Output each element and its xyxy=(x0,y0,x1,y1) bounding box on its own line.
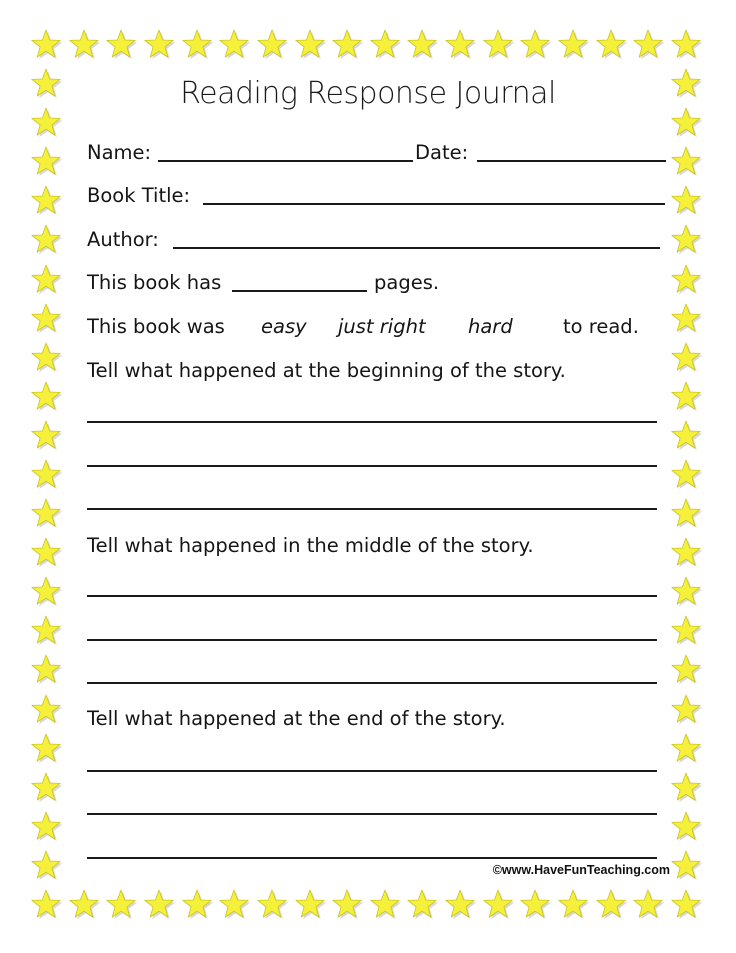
star-icon xyxy=(670,264,702,296)
star-icon xyxy=(670,107,702,139)
difficulty-prefix: This book was xyxy=(87,315,225,338)
star-icon xyxy=(670,615,702,647)
star-icon xyxy=(406,889,438,921)
star-icon xyxy=(670,850,702,882)
star-icon xyxy=(369,889,401,921)
star-icon xyxy=(256,889,288,921)
star-icon xyxy=(595,29,627,61)
date-label: Date: xyxy=(415,141,469,164)
name-field[interactable] xyxy=(158,160,413,162)
star-icon xyxy=(30,185,62,217)
difficulty-option-easy[interactable]: easy xyxy=(261,315,307,338)
star-icon xyxy=(632,889,664,921)
star-icon xyxy=(670,459,702,491)
star-icon xyxy=(444,889,476,921)
star-icon xyxy=(294,29,326,61)
middle-answer-line-2[interactable] xyxy=(87,639,657,641)
star-icon xyxy=(444,29,476,61)
star-icon xyxy=(595,889,627,921)
book-title-field[interactable] xyxy=(203,203,665,205)
star-icon xyxy=(218,889,250,921)
difficulty-suffix: to read. xyxy=(563,315,639,338)
star-icon xyxy=(30,615,62,647)
star-icon xyxy=(30,146,62,178)
author-field[interactable] xyxy=(173,247,660,249)
beginning-answer-line-2[interactable] xyxy=(87,465,657,467)
prompt-end: Tell what happened at the end of the story. xyxy=(87,707,506,730)
copyright-footer: ©www.HaveFunTeaching.com xyxy=(492,863,670,877)
star-icon xyxy=(482,889,514,921)
star-icon xyxy=(30,264,62,296)
pages-field[interactable] xyxy=(232,290,367,292)
star-icon xyxy=(331,29,363,61)
star-icon xyxy=(30,420,62,452)
star-icon xyxy=(30,498,62,530)
star-icon xyxy=(30,811,62,843)
star-icon xyxy=(30,29,62,61)
star-icon xyxy=(519,889,551,921)
star-icon xyxy=(670,303,702,335)
star-icon xyxy=(670,889,702,921)
date-field[interactable] xyxy=(477,160,666,162)
star-icon xyxy=(670,420,702,452)
star-icon xyxy=(482,29,514,61)
star-icon xyxy=(557,889,589,921)
star-icon xyxy=(30,224,62,256)
star-icon xyxy=(30,576,62,608)
star-icon xyxy=(670,694,702,726)
star-icon xyxy=(557,29,589,61)
star-icon xyxy=(30,381,62,413)
star-icon xyxy=(670,498,702,530)
star-icon xyxy=(30,772,62,804)
star-icon xyxy=(670,537,702,569)
star-icon xyxy=(181,29,213,61)
prompt-middle: Tell what happened in the middle of the story. xyxy=(87,534,534,557)
star-icon xyxy=(30,733,62,765)
star-icon xyxy=(30,107,62,139)
star-icon xyxy=(670,772,702,804)
pages-suffix: pages. xyxy=(374,271,440,294)
beginning-answer-line-1[interactable] xyxy=(87,421,657,423)
worksheet-title: Reading Response Journal xyxy=(180,76,556,111)
star-icon xyxy=(632,29,664,61)
star-icon xyxy=(30,889,62,921)
prompt-beginning: Tell what happened at the beginning of the story. xyxy=(87,359,566,382)
star-icon xyxy=(670,381,702,413)
name-label: Name: xyxy=(87,141,152,164)
star-icon xyxy=(670,224,702,256)
star-icon xyxy=(256,29,288,61)
star-icon xyxy=(670,654,702,686)
star-icon xyxy=(68,889,100,921)
beginning-answer-line-3[interactable] xyxy=(87,508,657,510)
star-icon xyxy=(294,889,326,921)
star-icon xyxy=(30,850,62,882)
star-icon xyxy=(30,303,62,335)
difficulty-option-just-right[interactable]: just right xyxy=(338,315,426,338)
star-icon xyxy=(519,29,551,61)
star-icon xyxy=(670,811,702,843)
star-icon xyxy=(68,29,100,61)
end-answer-line-3[interactable] xyxy=(87,857,657,859)
star-icon xyxy=(670,29,702,61)
end-answer-line-2[interactable] xyxy=(87,813,657,815)
star-icon xyxy=(181,889,213,921)
star-icon xyxy=(30,342,62,374)
star-icon xyxy=(30,694,62,726)
star-icon xyxy=(143,29,175,61)
star-icon xyxy=(670,342,702,374)
star-icon xyxy=(331,889,363,921)
star-icon xyxy=(30,537,62,569)
star-icon xyxy=(670,733,702,765)
star-icon xyxy=(30,654,62,686)
star-icon xyxy=(670,146,702,178)
book-title-label: Book Title: xyxy=(87,184,191,207)
star-icon xyxy=(670,576,702,608)
star-icon xyxy=(105,29,137,61)
middle-answer-line-1[interactable] xyxy=(87,595,657,597)
star-icon xyxy=(143,889,175,921)
pages-prefix: This book has xyxy=(87,271,222,294)
star-icon xyxy=(670,185,702,217)
star-icon xyxy=(218,29,250,61)
star-icon xyxy=(406,29,438,61)
star-icon xyxy=(30,459,62,491)
difficulty-option-hard[interactable]: hard xyxy=(468,315,513,338)
author-label: Author: xyxy=(87,228,159,251)
middle-answer-line-3[interactable] xyxy=(87,682,657,684)
star-icon xyxy=(369,29,401,61)
end-answer-line-1[interactable] xyxy=(87,770,657,772)
star-icon xyxy=(105,889,137,921)
